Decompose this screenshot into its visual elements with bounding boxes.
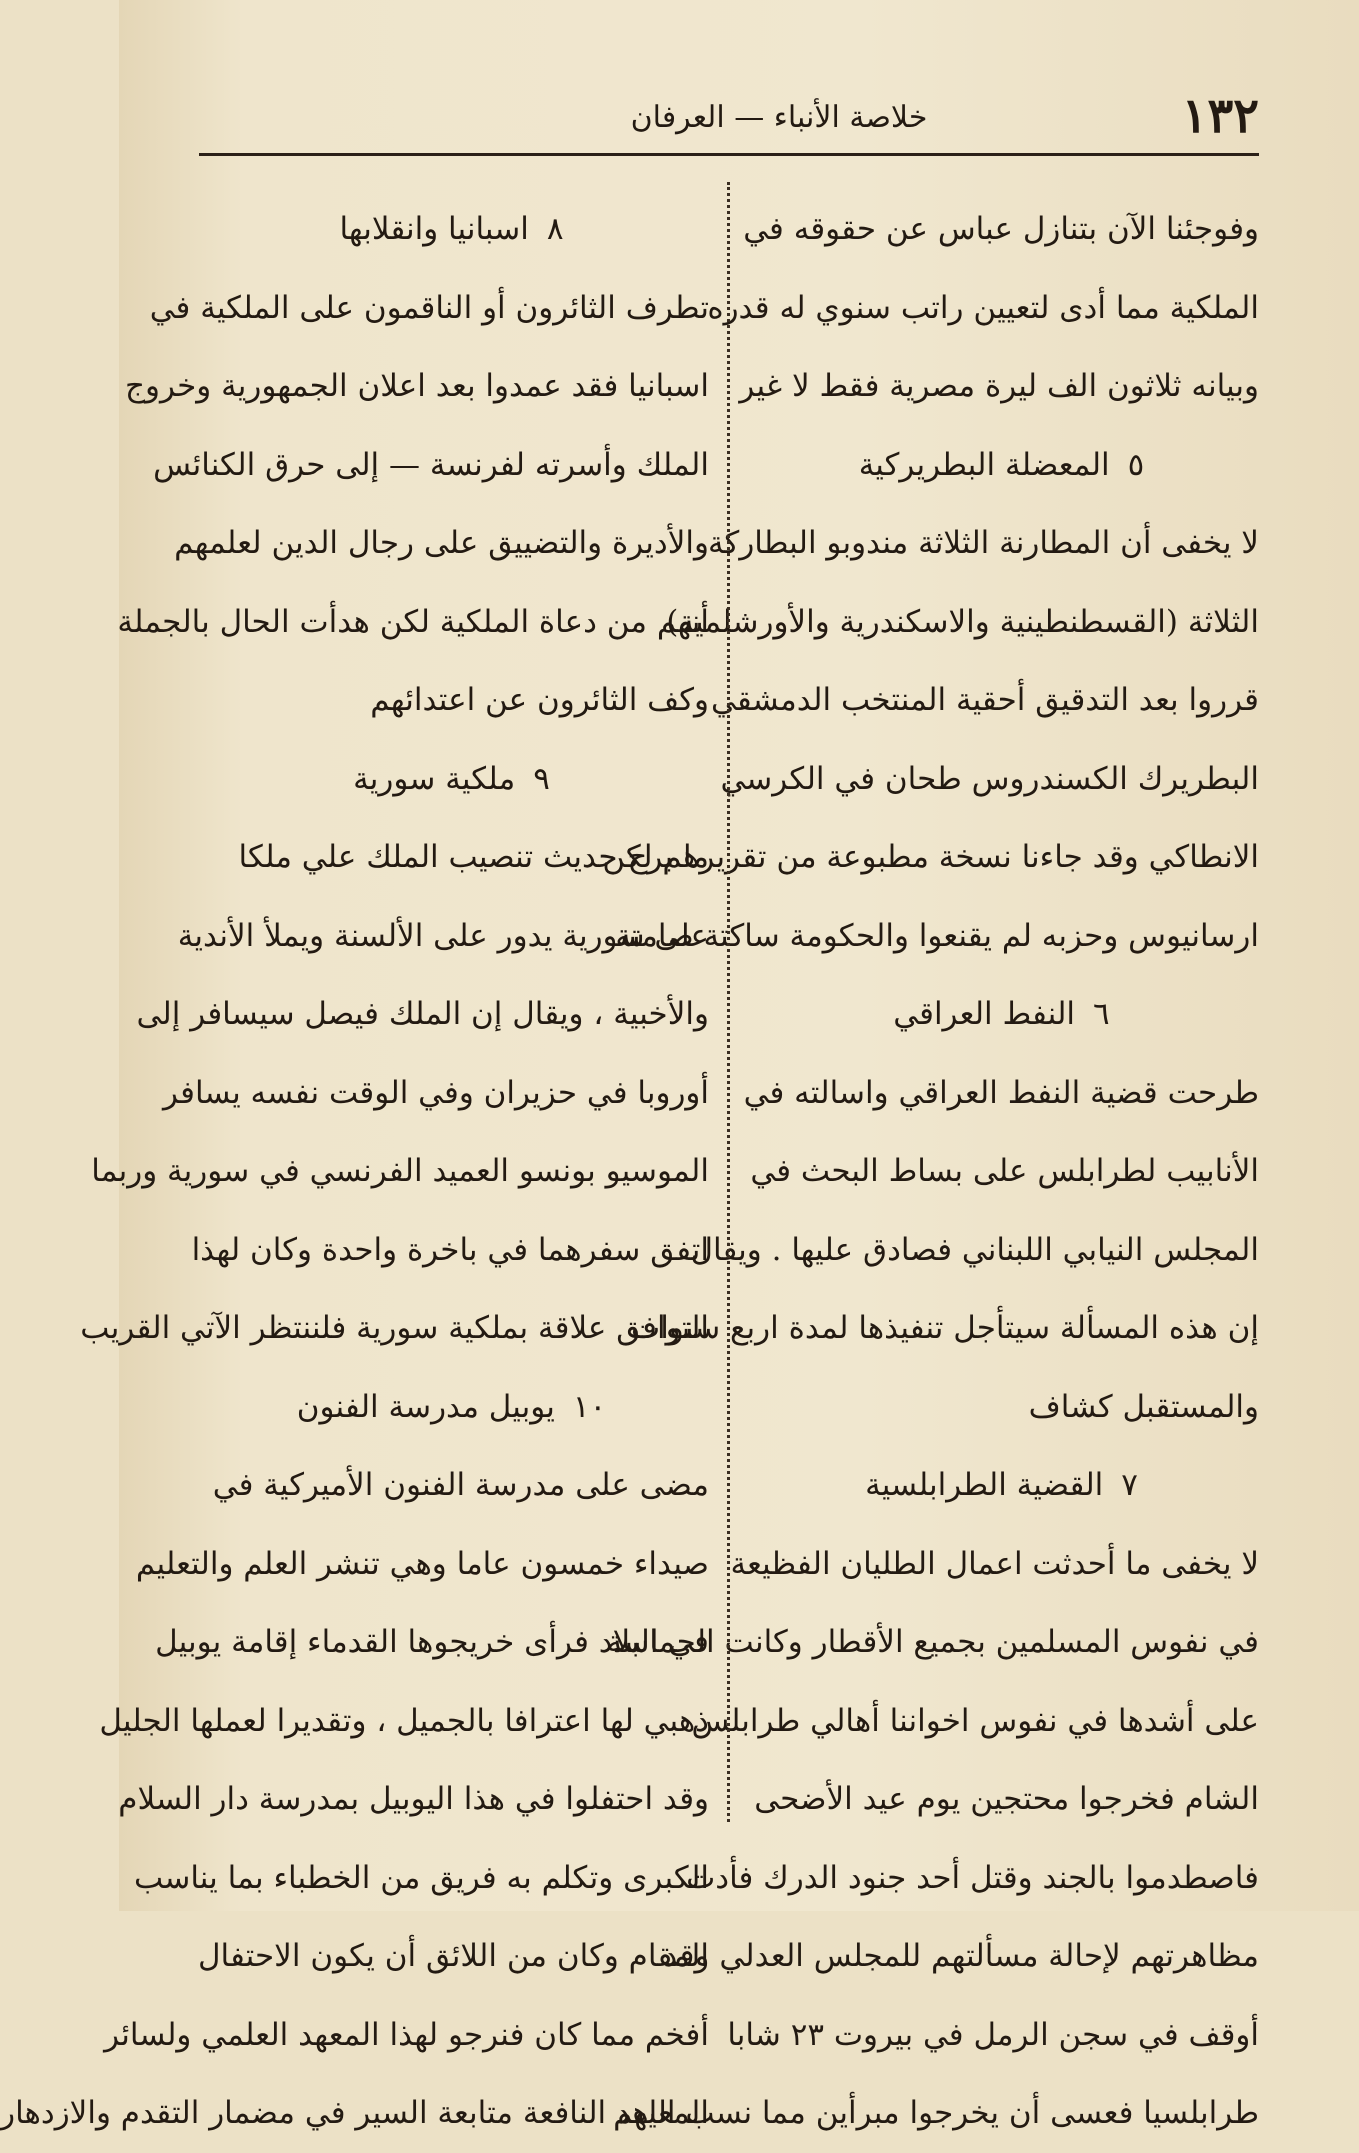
text-line: أنهم من دعاة الملكية لكن هدأت الحال بالجملة: [117, 603, 709, 640]
text-line: الملك وأسرته لفرنسة — إلى حرق الكنائس: [153, 446, 709, 483]
section-heading: [744, 975, 1259, 1054]
text-line: وفوجئنا الآن بتنازل عباس عن حقوقه في: [743, 211, 1259, 247]
text-line: مضى على مدرسة الفنون الأميركية في: [212, 1467, 709, 1503]
section-title: ملكية سورية: [353, 760, 516, 797]
section-title: اسبانيا وانقلابها: [339, 211, 529, 247]
page-number: ١٣٢: [1181, 88, 1259, 144]
section-number: ٩: [533, 760, 550, 797]
text-line: قرروا بعد التدقيق أحقية المنتخب الدمشقي: [711, 682, 1259, 718]
text-line: في نفوس المسلمين بجميع الأقطار وكانت الحماسة: [606, 1624, 1259, 1660]
text-line: طرحت قضية النفط العراقي واسالته في: [743, 1074, 1259, 1111]
column-divider: [727, 182, 730, 1822]
text-line: الشام فخرجوا محتجين يوم عيد الأضحى: [754, 1781, 1259, 1817]
text-line: المجلس النيابي اللبناني فصادق عليها . ويقال: [690, 1231, 1259, 1268]
text-line: أوروبا في حزيران وفي الوقت نفسه يسافر: [163, 1074, 709, 1111]
section-heading: [194, 1368, 709, 1447]
text-line: وكف الثائرون عن اعتدائهم: [370, 682, 709, 718]
text-line: ارسانيوس وحزبه لم يقنعوا والحكومة ساكتة صامتة: [615, 917, 1259, 954]
text-line: فاصطدموا بالجند وقتل أحد جنود الدرك فأدت: [686, 1859, 1259, 1896]
text-line: البطريرك الكسندروس طحان في الكرسي: [720, 760, 1259, 797]
section-heading: [744, 426, 1259, 505]
section-heading: [194, 190, 709, 269]
text-line: لا يخفى أن المطارنة الثلاثة مندوبو البطاركة: [707, 525, 1259, 561]
section-heading: [194, 740, 709, 819]
text-line: والأديرة والتضييق على رجال الدين لعلمهم: [174, 525, 709, 561]
text-line: لا يخفى ما أحدثت اعمال الطليان الفظيعة: [730, 1545, 1259, 1582]
header-rule: [199, 153, 1259, 156]
text-line: أفخم مما كان فنرجو لهذا المعهد العلمي ولسائر: [104, 2016, 709, 2053]
text-line: على أشدها في نفوس اخواننا أهالي طرابلس: [691, 1702, 1259, 1739]
text-line: الثلاثة (القسطنطينية والاسكندرية والأورشلمية): [666, 603, 1259, 640]
page-header: [119, 88, 1359, 158]
section-heading: [744, 1446, 1259, 1525]
text-line: ما برح حديث تنصيب الملك علي ملكا: [238, 839, 709, 875]
text-line: اتفق سفرهما في باخرة واحدة وكان لهذا: [191, 1231, 709, 1268]
text-line: الكبرى وتكلم به فريق من الخطباء بما يناسب: [133, 1859, 709, 1896]
text-line: اسبانيا فقد عمدوا بعد اعلان الجمهورية وخروج: [125, 368, 709, 404]
text-line: ذهبي لها اعترافا بالجميل ، وتقديرا لعملها الجليل: [99, 1702, 709, 1739]
text-line: المعاهد النافعة متابعة السير في مضمار التقدم والازدهار: [0, 2095, 709, 2131]
section-title: النفط العراقي: [893, 996, 1076, 1032]
text-line: وقد احتفلوا في هذا اليوبيل بمدرسة دار السلام: [118, 1781, 709, 1817]
section-title: القضية الطرابلسية: [865, 1467, 1104, 1503]
section-number: ٨: [546, 211, 564, 247]
text-line: تطرف الثائرون أو الناقمون على الملكية في: [149, 289, 709, 326]
section-number: ٦: [1093, 996, 1110, 1032]
text-line: والأخبية ، ويقال إن الملك فيصل سيسافر إلى: [136, 996, 709, 1032]
section-title: يوبيل مدرسة الفنون: [296, 1388, 555, 1425]
text-line: الأنابيب لطرابلس على بساط البحث في: [750, 1153, 1259, 1189]
text-line: صيداء خمسون عاما وهي تنشر العلم والتعليم: [135, 1545, 709, 1582]
text-line: وبيانه ثلاثون الف ليرة مصرية فقط لا غير: [739, 368, 1259, 404]
text-line: مظاهرتهم لإحالة مسألتهم للمجلس العدلي وقد: [663, 1938, 1259, 1974]
text-line: إن هذه المسألة سيتأجل تنفيذها لمدة اربع سنوات: [631, 1310, 1259, 1346]
section-number: ٥: [1127, 446, 1145, 483]
text-line: التوافق علاقة بملكية سورية فلننتظر الآتي القريب: [80, 1310, 709, 1346]
text-line: الانطاكي وقد جاءنا نسخة مطبوعة من تقريرهم لكن: [602, 839, 1259, 875]
right-column: [602, 190, 1259, 2153]
text-line: والمستقبل كشاف: [1028, 1388, 1259, 1425]
text-line: الموسيو بونسو العميد الفرنسي في سورية وربما: [91, 1153, 709, 1189]
section-number: ١٠: [572, 1388, 607, 1425]
section-title: المعضلة البطريركية: [858, 446, 1110, 483]
text-line: على سورية يدور على الألسنة ويملأ الأندية: [177, 917, 709, 954]
text-line: في البلاد فرأى خريجوها القدماء إقامة يوبيل: [155, 1624, 709, 1660]
text-line: طرابلسيا فعسى أن يخرجوا مبرأين مما نسب اليهم: [613, 2095, 1259, 2131]
text-line: المقام وكان من اللائق أن يكون الاحتفال: [198, 1938, 709, 1974]
text-line: الملكية مما أدى لتعيين راتب سنوي له قدره: [707, 289, 1259, 326]
section-number: ٧: [1121, 1467, 1138, 1503]
text-line: أوقف في سجن الرمل في بيروت ٢٣ شابا: [727, 2016, 1259, 2053]
running-title: خلاصة الأنباء — العرفان: [630, 100, 928, 135]
left-column: [0, 190, 709, 2153]
